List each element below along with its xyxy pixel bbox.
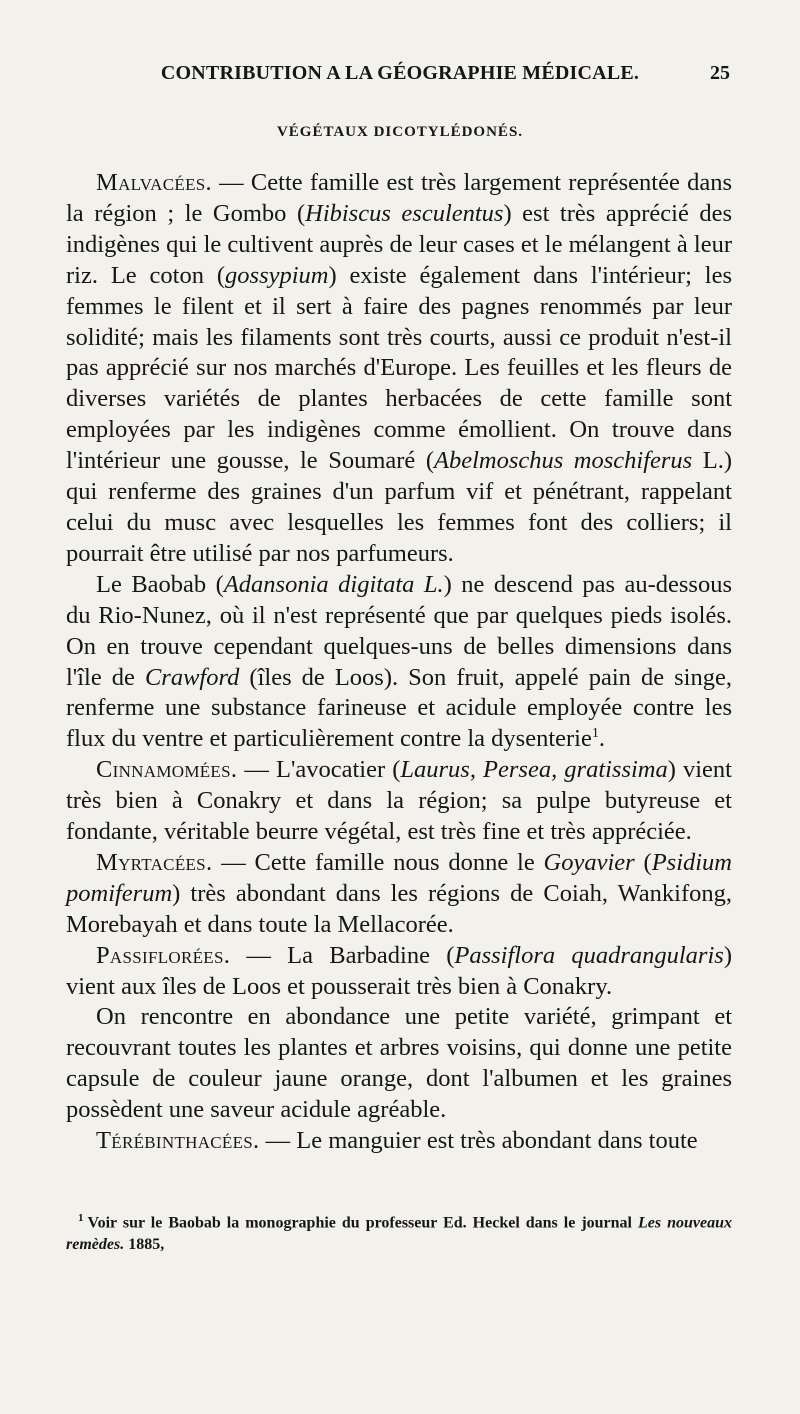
text-run: — La Barbadine ( bbox=[230, 941, 455, 969]
place-name: Crawford bbox=[144, 663, 240, 691]
paragraph-myrtacees bbox=[66, 848, 732, 941]
species-name: Passiflora quadrangularis bbox=[454, 941, 724, 969]
family-name: Cinnamomées. bbox=[96, 756, 238, 784]
species-name: gossypium bbox=[225, 261, 329, 289]
paragraph-cinnamomees bbox=[66, 755, 732, 848]
page-header bbox=[70, 62, 730, 92]
text-run: 1885, bbox=[124, 1236, 165, 1254]
species-name: Hibiscus esculentus bbox=[305, 199, 504, 227]
text-run: — Cette famille est très largement représentée dans la région ; le Gombo ( bbox=[66, 169, 732, 227]
section-heading: VÉGÉTAUX DICOTYLÉDONÉS. bbox=[276, 124, 524, 140]
species-name: Goyavier bbox=[543, 848, 635, 876]
family-name: Malvacées. bbox=[96, 169, 212, 196]
text-run: ) existe également dans l'intérieur; les femmes le filent et il sert à faire des pagnes renommés par leur solidité; mais les filaments sont très courts, aussi ce produit n'est-il pas apprécié sur nos marchés d'Europe. Les feuilles et les fleurs de diverses variétés de plantes herbacées de cette famille sont employées par les indigènes comme émollient. On trouve dans l'intérieur une gousse, le Soumaré ( bbox=[66, 261, 732, 475]
text-run: L.) qui renferme des graines d'un parfum vif et pénétrant, rappelant celui du musc avec lesquelles les femmes font des colliers; il pourrait être utilisé par nos parfumeurs. bbox=[66, 447, 732, 567]
paragraph-passiflorees bbox=[66, 941, 732, 1003]
species-name: Abelmoschus moschiferus bbox=[433, 447, 693, 475]
species-name: Laurus, Persea, gratissima bbox=[400, 756, 668, 784]
footnote bbox=[66, 1207, 732, 1256]
species-name: Adansonia digitata L. bbox=[223, 570, 444, 598]
text-run: ) est très apprécié des indigènes qui le cultivent auprès de leur cases et le mélangent à leur riz. Le coton ( bbox=[66, 199, 733, 289]
paragraph-malvacees bbox=[66, 168, 732, 570]
text-run: (îles de Loos). Son fruit, appelé pain de singe, renferme une substance farineuse et acidule employée contre les flux du ventre et particulièrement contre la dysenterie bbox=[66, 663, 732, 753]
footnote-mark: 1 bbox=[78, 1212, 84, 1224]
family-name: Myrtacées. bbox=[96, 848, 213, 876]
text-run: Le Baobab ( bbox=[96, 570, 224, 598]
text-run: ) ne descend pas au-dessous du Rio-Nunez, où il n'est représenté que par quelques pieds isolés. On en trouve cependant quelques-uns de belles dimensions dans l'île de bbox=[66, 570, 732, 691]
paragraph-terebinthacees bbox=[66, 1126, 732, 1157]
text-run: . bbox=[598, 725, 605, 753]
journal-title: Les nouveaux remèdes. bbox=[66, 1214, 732, 1254]
text-run: — L'avocatier ( bbox=[237, 756, 401, 784]
body-text bbox=[66, 168, 732, 1157]
family-name: Passiflorées. bbox=[96, 941, 231, 969]
text-run: — Cette famille nous donne le bbox=[212, 848, 544, 876]
text-run: ) très abondant dans les régions de Coiah, Wankifong, Morebayah et dans toute la Mellacorée. bbox=[66, 879, 732, 938]
species-name: Psidium pomiferum bbox=[66, 848, 732, 907]
text-run: ) vient très bien à Conakry et dans la région; sa pulpe butyreuse et fondante, véritable beurre végétal, est très fine et très appréciée. bbox=[66, 756, 732, 846]
text-run: — Le manguier est très abondant dans toute bbox=[259, 1127, 698, 1155]
page-number: 25 bbox=[710, 62, 730, 84]
text-run: Voir sur le Baobab la monographie du professeur Ed. Heckel dans le journal bbox=[87, 1214, 638, 1232]
text-run: ( bbox=[634, 848, 652, 876]
paragraph-baobab bbox=[66, 570, 732, 755]
text-run: ) vient aux îles de Loos et pousserait très bien à Conakry. bbox=[66, 941, 732, 1000]
running-title: CONTRIBUTION A LA GÉOGRAPHIE MÉDICALE. bbox=[160, 62, 640, 84]
footnote-reference: 1 bbox=[591, 726, 599, 742]
family-name: Térébinthacées. bbox=[96, 1127, 260, 1155]
paragraph-rencontre: On rencontre en abondance une petite variété, grimpant et recouvrant toutes les plantes et arbres voisins, qui donne une petite capsule de couleur jaune orange, dont l'albumen et les graines possèdent une saveur acidule agréable. bbox=[66, 1003, 732, 1124]
